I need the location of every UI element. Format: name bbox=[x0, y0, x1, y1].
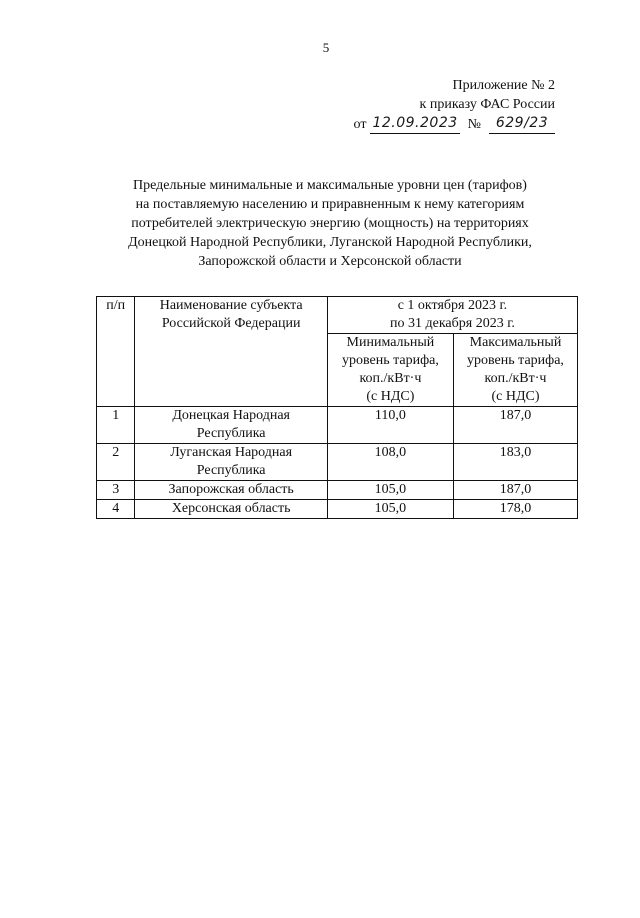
title-line: на поставляемую населению и приравненным к нему категориям bbox=[135, 197, 525, 212]
header-name: Наименование субъекта Российской Федерации bbox=[135, 297, 327, 407]
header-min bbox=[327, 334, 453, 407]
table-row bbox=[97, 481, 578, 500]
header-min-line: (с НДС) bbox=[366, 389, 415, 404]
header-max-line: коп./кВт·ч bbox=[484, 371, 547, 386]
header-min-line: коп./кВт·ч bbox=[359, 371, 422, 386]
title-line: потребителей электрическую энергию (мощность) на территориях bbox=[131, 216, 529, 231]
table-row bbox=[97, 407, 578, 444]
date-prefix: от bbox=[353, 117, 367, 132]
header-max-line: уровень тарифа, bbox=[467, 353, 564, 368]
row-name: Херсонская область bbox=[135, 500, 327, 519]
header-min-line: уровень тарифа, bbox=[341, 353, 439, 368]
tariff-table bbox=[96, 296, 578, 519]
row-max: 187,0 bbox=[453, 481, 577, 500]
row-min: 105,0 bbox=[327, 500, 453, 519]
page-number: 5 bbox=[322, 40, 330, 55]
header-max bbox=[453, 334, 577, 407]
annex-order: к приказу ФАС России bbox=[419, 97, 555, 112]
handwritten-number: 629/23 bbox=[489, 114, 555, 134]
row-min: 108,0 bbox=[327, 444, 453, 481]
row-num: 1 bbox=[97, 407, 135, 444]
table-row bbox=[97, 500, 578, 519]
header-period-end: по 31 декабря 2023 г. bbox=[390, 316, 515, 331]
number-label: № bbox=[467, 117, 481, 132]
title-line: Донецкой Народной Республики, Луганской Народной Республики, bbox=[128, 235, 532, 250]
header-max-line: Максимальный bbox=[469, 335, 562, 350]
row-min: 105,0 bbox=[327, 481, 453, 500]
document-title bbox=[80, 176, 580, 271]
title-line: Предельные минимальные и максимальные уровни цен (тарифов) bbox=[133, 178, 527, 193]
row-name: Луганская Народная Республика bbox=[135, 444, 327, 481]
row-min: 110,0 bbox=[327, 407, 453, 444]
table-row bbox=[97, 444, 578, 481]
row-num: 2 bbox=[97, 444, 135, 481]
row-max: 183,0 bbox=[453, 444, 577, 481]
row-name: Запорожская область bbox=[135, 481, 327, 500]
row-num: 3 bbox=[97, 481, 135, 500]
table-header-row bbox=[97, 297, 578, 334]
title-line: Запорожской области и Херсонской области bbox=[198, 254, 462, 269]
handwritten-date: 12.09.2023 bbox=[370, 114, 459, 134]
row-max: 178,0 bbox=[453, 500, 577, 519]
row-num: 4 bbox=[97, 500, 135, 519]
annex-title: Приложение № 2 bbox=[452, 78, 555, 93]
row-name: Донецкая Народная Республика bbox=[135, 407, 327, 444]
row-max: 187,0 bbox=[453, 407, 577, 444]
header-max-line: (с НДС) bbox=[491, 389, 540, 404]
annex-header bbox=[354, 76, 555, 134]
header-period bbox=[327, 297, 577, 334]
header-period-start: с 1 октября 2023 г. bbox=[397, 298, 508, 313]
header-min-line: Минимальный bbox=[346, 335, 435, 350]
annex-reference bbox=[354, 114, 555, 134]
header-num: п/п bbox=[97, 297, 135, 407]
